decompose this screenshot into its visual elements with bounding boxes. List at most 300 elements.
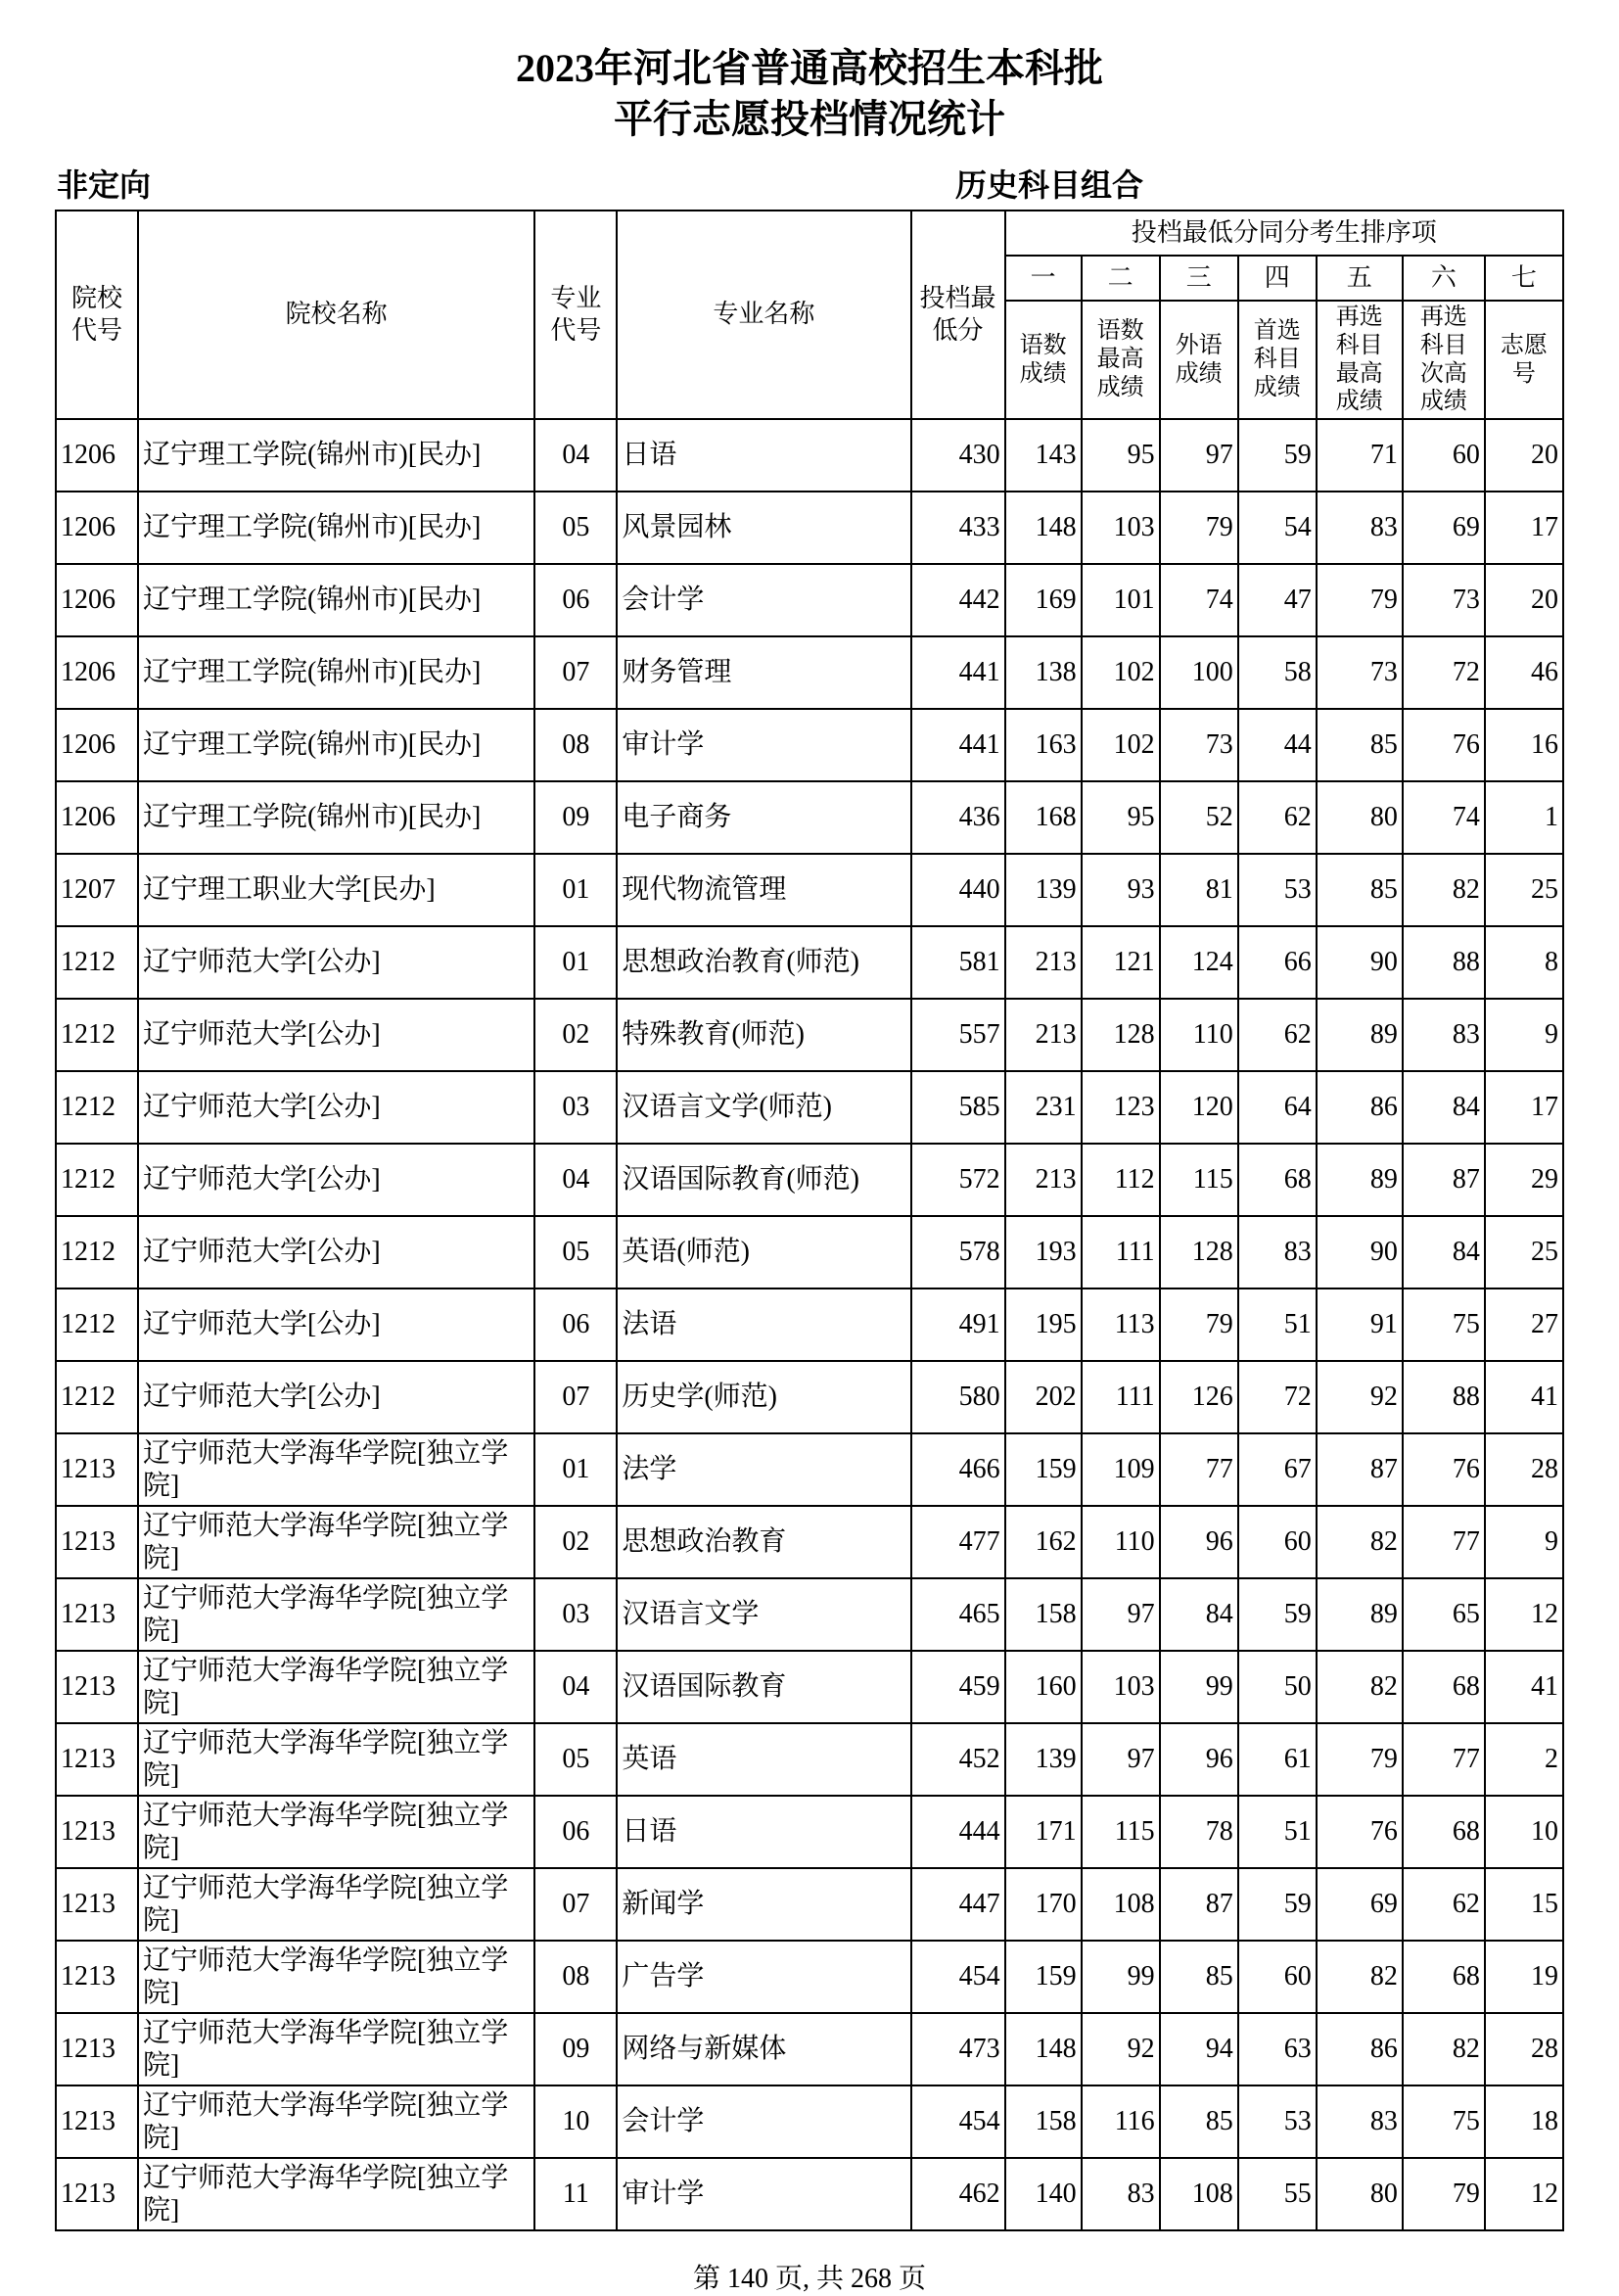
cell-score-5: 86 <box>1317 2013 1403 2085</box>
cell-score-4: 58 <box>1238 636 1317 709</box>
cell-major-name: 英语(师范) <box>617 1216 910 1289</box>
cell-college-name: 辽宁师范大学海华学院[独立学院] <box>138 1506 534 1578</box>
cell-score-1: 159 <box>1005 1433 1082 1506</box>
cell-score-4: 61 <box>1238 1723 1317 1796</box>
cell-score-6: 76 <box>1403 1433 1485 1506</box>
cell-college-code: 1213 <box>56 1941 138 2013</box>
cell-college-name: 辽宁师范大学[公办] <box>138 926 534 999</box>
table-row <box>56 709 1563 781</box>
cell-major-code: 09 <box>534 781 617 854</box>
cell-score-2: 83 <box>1082 2158 1160 2230</box>
cell-score-3: 108 <box>1160 2158 1238 2230</box>
admission-table <box>55 210 1564 2231</box>
cell-college-code: 1213 <box>56 1506 138 1578</box>
header-criteria-3: 外语成绩 <box>1160 301 1238 419</box>
cell-major-name: 风景园林 <box>617 492 910 564</box>
cell-score-2: 103 <box>1082 1651 1160 1723</box>
cell-score-5: 86 <box>1317 1071 1403 1144</box>
table-row <box>56 564 1563 636</box>
cell-score-3: 77 <box>1160 1433 1238 1506</box>
cell-min-score: 454 <box>911 1941 1005 2013</box>
cell-score-2: 111 <box>1082 1216 1160 1289</box>
header-row-1 <box>56 211 1563 256</box>
cell-min-score: 436 <box>911 781 1005 854</box>
cell-min-score: 442 <box>911 564 1005 636</box>
cell-score-4: 60 <box>1238 1506 1317 1578</box>
cell-college-name: 辽宁理工学院(锦州市)[民办] <box>138 419 534 492</box>
header-ordinal-5: 五 <box>1317 256 1403 301</box>
cell-college-name: 辽宁师范大学[公办] <box>138 1361 534 1433</box>
cell-score-3: 110 <box>1160 999 1238 1071</box>
page-title-line2: 平行志愿投档情况统计 <box>614 97 1005 141</box>
cell-major-code: 06 <box>534 1289 617 1361</box>
cell-score-6: 84 <box>1403 1216 1485 1289</box>
cell-score-6: 83 <box>1403 999 1485 1071</box>
header-tiebreak-title: 投档最低分同分考生排序项 <box>1005 211 1563 256</box>
cell-score-6: 68 <box>1403 1651 1485 1723</box>
cell-score-5: 79 <box>1317 564 1403 636</box>
cell-score-6: 87 <box>1403 1144 1485 1216</box>
cell-score-1: 148 <box>1005 492 1082 564</box>
cell-college-code: 1212 <box>56 1289 138 1361</box>
cell-score-2: 95 <box>1082 419 1160 492</box>
cell-major-code: 04 <box>534 1651 617 1723</box>
cell-score-3: 124 <box>1160 926 1238 999</box>
table-row <box>56 419 1563 492</box>
cell-score-3: 99 <box>1160 1651 1238 1723</box>
cell-score-3: 85 <box>1160 2085 1238 2158</box>
cell-min-score: 441 <box>911 709 1005 781</box>
cell-volunteer-no: 10 <box>1485 1796 1563 1868</box>
table-row <box>56 1144 1563 1216</box>
cell-score-2: 115 <box>1082 1796 1160 1868</box>
cell-major-code: 01 <box>534 926 617 999</box>
labels-row <box>55 153 1564 210</box>
cell-college-name: 辽宁师范大学[公办] <box>138 999 534 1071</box>
cell-score-5: 89 <box>1317 999 1403 1071</box>
cell-score-2: 101 <box>1082 564 1160 636</box>
cell-score-2: 111 <box>1082 1361 1160 1433</box>
cell-score-6: 79 <box>1403 2158 1485 2230</box>
cell-score-1: 163 <box>1005 709 1082 781</box>
cell-major-name: 英语 <box>617 1723 910 1796</box>
cell-college-name: 辽宁理工学院(锦州市)[民办] <box>138 781 534 854</box>
cell-major-name: 日语 <box>617 1796 910 1868</box>
cell-score-2: 102 <box>1082 636 1160 709</box>
cell-volunteer-no: 2 <box>1485 1723 1563 1796</box>
cell-volunteer-no: 17 <box>1485 1071 1563 1144</box>
cell-college-name: 辽宁理工学院(锦州市)[民办] <box>138 636 534 709</box>
header-major-code: 专业代号 <box>534 211 617 419</box>
cell-score-3: 74 <box>1160 564 1238 636</box>
cell-college-code: 1206 <box>56 781 138 854</box>
table-row <box>56 1941 1563 2013</box>
cell-score-1: 158 <box>1005 1578 1082 1651</box>
cell-score-1: 139 <box>1005 1723 1082 1796</box>
cell-min-score: 465 <box>911 1578 1005 1651</box>
cell-score-3: 96 <box>1160 1506 1238 1578</box>
cell-major-name: 汉语言文学 <box>617 1578 910 1651</box>
cell-score-5: 82 <box>1317 1941 1403 2013</box>
subject-group-label: 历史科目组合 <box>955 167 1144 203</box>
orientation-label: 非定向 <box>57 167 152 203</box>
cell-min-score: 444 <box>911 1796 1005 1868</box>
cell-min-score: 452 <box>911 1723 1005 1796</box>
cell-score-2: 95 <box>1082 781 1160 854</box>
table-row <box>56 492 1563 564</box>
cell-score-3: 85 <box>1160 1941 1238 2013</box>
cell-min-score: 473 <box>911 2013 1005 2085</box>
header-ordinal-4: 四 <box>1238 256 1317 301</box>
cell-score-6: 84 <box>1403 1071 1485 1144</box>
cell-college-name: 辽宁理工学院(锦州市)[民办] <box>138 709 534 781</box>
cell-college-code: 1213 <box>56 2158 138 2230</box>
cell-score-6: 73 <box>1403 564 1485 636</box>
cell-score-4: 59 <box>1238 1868 1317 1941</box>
cell-score-2: 97 <box>1082 1578 1160 1651</box>
cell-college-code: 1212 <box>56 999 138 1071</box>
table-row <box>56 1216 1563 1289</box>
table-row <box>56 2013 1563 2085</box>
table-row <box>56 1071 1563 1144</box>
cell-score-2: 92 <box>1082 2013 1160 2085</box>
cell-score-4: 83 <box>1238 1216 1317 1289</box>
cell-score-5: 90 <box>1317 926 1403 999</box>
cell-college-name: 辽宁师范大学海华学院[独立学院] <box>138 1433 534 1506</box>
cell-min-score: 578 <box>911 1216 1005 1289</box>
cell-volunteer-no: 20 <box>1485 419 1563 492</box>
cell-score-2: 103 <box>1082 492 1160 564</box>
cell-min-score: 459 <box>911 1651 1005 1723</box>
cell-college-code: 1206 <box>56 636 138 709</box>
cell-college-code: 1213 <box>56 1433 138 1506</box>
cell-score-3: 128 <box>1160 1216 1238 1289</box>
cell-volunteer-no: 9 <box>1485 999 1563 1071</box>
cell-score-1: 140 <box>1005 2158 1082 2230</box>
cell-min-score: 454 <box>911 2085 1005 2158</box>
header-criteria-5: 再选科目最高成绩 <box>1317 301 1403 419</box>
header-ordinal-3: 三 <box>1160 256 1238 301</box>
cell-score-1: 143 <box>1005 419 1082 492</box>
cell-score-1: 148 <box>1005 2013 1082 2085</box>
table-row <box>56 1289 1563 1361</box>
cell-score-4: 59 <box>1238 1578 1317 1651</box>
cell-score-2: 93 <box>1082 854 1160 926</box>
cell-score-4: 53 <box>1238 854 1317 926</box>
cell-college-code: 1212 <box>56 1144 138 1216</box>
cell-score-3: 97 <box>1160 419 1238 492</box>
cell-score-3: 94 <box>1160 2013 1238 2085</box>
cell-score-6: 60 <box>1403 419 1485 492</box>
cell-college-name: 辽宁师范大学海华学院[独立学院] <box>138 1723 534 1796</box>
cell-volunteer-no: 9 <box>1485 1506 1563 1578</box>
cell-score-6: 88 <box>1403 926 1485 999</box>
table-row <box>56 1506 1563 1578</box>
cell-score-5: 87 <box>1317 1433 1403 1506</box>
table-row <box>56 926 1563 999</box>
cell-score-2: 102 <box>1082 709 1160 781</box>
cell-score-6: 68 <box>1403 1941 1485 2013</box>
cell-score-6: 75 <box>1403 1289 1485 1361</box>
cell-volunteer-no: 41 <box>1485 1651 1563 1723</box>
cell-college-name: 辽宁师范大学海华学院[独立学院] <box>138 2085 534 2158</box>
cell-score-2: 121 <box>1082 926 1160 999</box>
cell-college-name: 辽宁师范大学海华学院[独立学院] <box>138 2013 534 2085</box>
cell-score-3: 120 <box>1160 1071 1238 1144</box>
cell-score-4: 54 <box>1238 492 1317 564</box>
cell-min-score: 440 <box>911 854 1005 926</box>
cell-score-2: 128 <box>1082 999 1160 1071</box>
cell-college-name: 辽宁师范大学海华学院[独立学院] <box>138 1941 534 2013</box>
cell-major-name: 汉语国际教育 <box>617 1651 910 1723</box>
cell-major-name: 思想政治教育(师范) <box>617 926 910 999</box>
table-row <box>56 1868 1563 1941</box>
header-criteria-1: 语数成绩 <box>1005 301 1082 419</box>
cell-volunteer-no: 28 <box>1485 1433 1563 1506</box>
cell-score-4: 66 <box>1238 926 1317 999</box>
cell-college-name: 辽宁理工学院(锦州市)[民办] <box>138 564 534 636</box>
cell-college-name: 辽宁理工学院(锦州市)[民办] <box>138 492 534 564</box>
cell-major-code: 08 <box>534 709 617 781</box>
cell-college-name: 辽宁师范大学[公办] <box>138 1071 534 1144</box>
cell-major-code: 06 <box>534 564 617 636</box>
cell-score-5: 83 <box>1317 492 1403 564</box>
cell-score-5: 80 <box>1317 2158 1403 2230</box>
cell-score-6: 68 <box>1403 1796 1485 1868</box>
cell-score-5: 80 <box>1317 781 1403 854</box>
cell-college-code: 1212 <box>56 1361 138 1433</box>
cell-score-1: 171 <box>1005 1796 1082 1868</box>
cell-score-3: 100 <box>1160 636 1238 709</box>
cell-min-score: 441 <box>911 636 1005 709</box>
cell-min-score: 572 <box>911 1144 1005 1216</box>
cell-score-2: 112 <box>1082 1144 1160 1216</box>
cell-major-code: 05 <box>534 1216 617 1289</box>
cell-score-3: 126 <box>1160 1361 1238 1433</box>
cell-major-code: 01 <box>534 854 617 926</box>
cell-min-score: 581 <box>911 926 1005 999</box>
table-row <box>56 999 1563 1071</box>
cell-major-name: 特殊教育(师范) <box>617 999 910 1071</box>
cell-score-4: 64 <box>1238 1071 1317 1144</box>
cell-score-1: 213 <box>1005 999 1082 1071</box>
cell-score-3: 73 <box>1160 709 1238 781</box>
cell-college-name: 辽宁师范大学海华学院[独立学院] <box>138 1868 534 1941</box>
cell-score-5: 92 <box>1317 1361 1403 1433</box>
cell-score-3: 79 <box>1160 492 1238 564</box>
cell-score-3: 79 <box>1160 1289 1238 1361</box>
cell-major-code: 05 <box>534 1723 617 1796</box>
cell-college-code: 1206 <box>56 492 138 564</box>
cell-score-2: 110 <box>1082 1506 1160 1578</box>
cell-score-5: 89 <box>1317 1578 1403 1651</box>
cell-college-name: 辽宁师范大学[公办] <box>138 1289 534 1361</box>
cell-min-score: 433 <box>911 492 1005 564</box>
cell-major-code: 04 <box>534 419 617 492</box>
cell-college-code: 1213 <box>56 1868 138 1941</box>
cell-score-5: 91 <box>1317 1289 1403 1361</box>
cell-major-name: 法语 <box>617 1289 910 1361</box>
table-row <box>56 1651 1563 1723</box>
cell-college-name: 辽宁师范大学[公办] <box>138 1144 534 1216</box>
cell-college-code: 1206 <box>56 564 138 636</box>
cell-major-code: 10 <box>534 2085 617 2158</box>
cell-volunteer-no: 29 <box>1485 1144 1563 1216</box>
cell-score-1: 195 <box>1005 1289 1082 1361</box>
header-major-name: 专业名称 <box>617 211 910 419</box>
cell-college-code: 1207 <box>56 854 138 926</box>
cell-min-score: 491 <box>911 1289 1005 1361</box>
cell-score-4: 62 <box>1238 999 1317 1071</box>
cell-score-4: 44 <box>1238 709 1317 781</box>
cell-volunteer-no: 18 <box>1485 2085 1563 2158</box>
cell-major-name: 电子商务 <box>617 781 910 854</box>
table-row <box>56 1578 1563 1651</box>
cell-score-5: 73 <box>1317 636 1403 709</box>
cell-score-4: 68 <box>1238 1144 1317 1216</box>
header-criteria-7: 志愿号 <box>1485 301 1563 419</box>
cell-score-2: 109 <box>1082 1433 1160 1506</box>
cell-score-5: 71 <box>1317 419 1403 492</box>
cell-major-code: 02 <box>534 999 617 1071</box>
table-row <box>56 2085 1563 2158</box>
cell-college-name: 辽宁师范大学海华学院[独立学院] <box>138 1578 534 1651</box>
cell-major-code: 07 <box>534 1868 617 1941</box>
cell-score-1: 138 <box>1005 636 1082 709</box>
cell-major-code: 07 <box>534 636 617 709</box>
cell-score-2: 123 <box>1082 1071 1160 1144</box>
cell-volunteer-no: 27 <box>1485 1289 1563 1361</box>
cell-major-name: 审计学 <box>617 709 910 781</box>
cell-score-1: 169 <box>1005 564 1082 636</box>
cell-score-6: 82 <box>1403 854 1485 926</box>
cell-score-1: 231 <box>1005 1071 1082 1144</box>
cell-score-1: 170 <box>1005 1868 1082 1941</box>
cell-min-score: 585 <box>911 1071 1005 1144</box>
cell-score-5: 89 <box>1317 1144 1403 1216</box>
cell-major-name: 日语 <box>617 419 910 492</box>
cell-major-name: 审计学 <box>617 2158 910 2230</box>
cell-college-code: 1212 <box>56 926 138 999</box>
cell-min-score: 462 <box>911 2158 1005 2230</box>
table-row <box>56 636 1563 709</box>
page-footer: 第 140 页, 共 268 页 <box>692 2264 926 2295</box>
cell-major-name: 会计学 <box>617 564 910 636</box>
cell-volunteer-no: 25 <box>1485 854 1563 926</box>
table-row <box>56 2158 1563 2230</box>
cell-score-1: 168 <box>1005 781 1082 854</box>
cell-score-1: 202 <box>1005 1361 1082 1433</box>
cell-score-4: 67 <box>1238 1433 1317 1506</box>
header-criteria-6: 再选科目次高成绩 <box>1403 301 1485 419</box>
cell-major-name: 历史学(师范) <box>617 1361 910 1433</box>
cell-score-4: 59 <box>1238 419 1317 492</box>
cell-score-6: 74 <box>1403 781 1485 854</box>
cell-score-6: 65 <box>1403 1578 1485 1651</box>
cell-score-4: 60 <box>1238 1941 1317 2013</box>
cell-score-6: 69 <box>1403 492 1485 564</box>
cell-min-score: 557 <box>911 999 1005 1071</box>
cell-score-6: 88 <box>1403 1361 1485 1433</box>
cell-college-code: 1213 <box>56 1651 138 1723</box>
cell-college-code: 1212 <box>56 1216 138 1289</box>
cell-score-2: 113 <box>1082 1289 1160 1361</box>
cell-min-score: 580 <box>911 1361 1005 1433</box>
cell-score-3: 115 <box>1160 1144 1238 1216</box>
cell-major-code: 06 <box>534 1796 617 1868</box>
cell-score-1: 158 <box>1005 2085 1082 2158</box>
cell-major-name: 汉语言文学(师范) <box>617 1071 910 1144</box>
cell-score-6: 72 <box>1403 636 1485 709</box>
cell-score-4: 72 <box>1238 1361 1317 1433</box>
cell-score-5: 82 <box>1317 1651 1403 1723</box>
cell-score-1: 213 <box>1005 1144 1082 1216</box>
cell-score-5: 90 <box>1317 1216 1403 1289</box>
cell-volunteer-no: 28 <box>1485 2013 1563 2085</box>
cell-major-code: 05 <box>534 492 617 564</box>
cell-score-4: 63 <box>1238 2013 1317 2085</box>
cell-score-5: 69 <box>1317 1868 1403 1941</box>
cell-min-score: 477 <box>911 1506 1005 1578</box>
cell-score-2: 97 <box>1082 1723 1160 1796</box>
cell-college-code: 1213 <box>56 1723 138 1796</box>
cell-score-2: 108 <box>1082 1868 1160 1941</box>
cell-score-6: 76 <box>1403 709 1485 781</box>
cell-score-5: 79 <box>1317 1723 1403 1796</box>
cell-college-code: 1213 <box>56 1796 138 1868</box>
table-row <box>56 1361 1563 1433</box>
cell-major-code: 07 <box>534 1361 617 1433</box>
cell-major-code: 01 <box>534 1433 617 1506</box>
cell-major-code: 03 <box>534 1578 617 1651</box>
cell-score-1: 160 <box>1005 1651 1082 1723</box>
cell-score-3: 87 <box>1160 1868 1238 1941</box>
cell-major-code: 04 <box>534 1144 617 1216</box>
cell-score-6: 77 <box>1403 1723 1485 1796</box>
cell-score-1: 162 <box>1005 1506 1082 1578</box>
cell-score-4: 62 <box>1238 781 1317 854</box>
cell-volunteer-no: 15 <box>1485 1868 1563 1941</box>
cell-major-name: 新闻学 <box>617 1868 910 1941</box>
header-college-name: 院校名称 <box>138 211 534 419</box>
cell-score-1: 213 <box>1005 926 1082 999</box>
cell-score-6: 75 <box>1403 2085 1485 2158</box>
header-min-score: 投档最低分 <box>911 211 1005 419</box>
header-ordinal-6: 六 <box>1403 256 1485 301</box>
header-criteria-4: 首选科目成绩 <box>1238 301 1317 419</box>
cell-score-5: 85 <box>1317 854 1403 926</box>
cell-college-name: 辽宁师范大学海华学院[独立学院] <box>138 1796 534 1868</box>
cell-volunteer-no: 25 <box>1485 1216 1563 1289</box>
cell-min-score: 466 <box>911 1433 1005 1506</box>
cell-min-score: 447 <box>911 1868 1005 1941</box>
cell-college-name: 辽宁师范大学海华学院[独立学院] <box>138 2158 534 2230</box>
cell-score-2: 116 <box>1082 2085 1160 2158</box>
table-row <box>56 854 1563 926</box>
cell-college-code: 1213 <box>56 2013 138 2085</box>
cell-score-2: 99 <box>1082 1941 1160 2013</box>
cell-major-code: 11 <box>534 2158 617 2230</box>
cell-score-5: 76 <box>1317 1796 1403 1868</box>
header-ordinal-2: 二 <box>1082 256 1160 301</box>
cell-volunteer-no: 19 <box>1485 1941 1563 2013</box>
cell-score-1: 139 <box>1005 854 1082 926</box>
table-body <box>56 419 1563 2230</box>
cell-score-5: 82 <box>1317 1506 1403 1578</box>
table-row <box>56 1433 1563 1506</box>
cell-college-code: 1206 <box>56 419 138 492</box>
cell-major-name: 现代物流管理 <box>617 854 910 926</box>
